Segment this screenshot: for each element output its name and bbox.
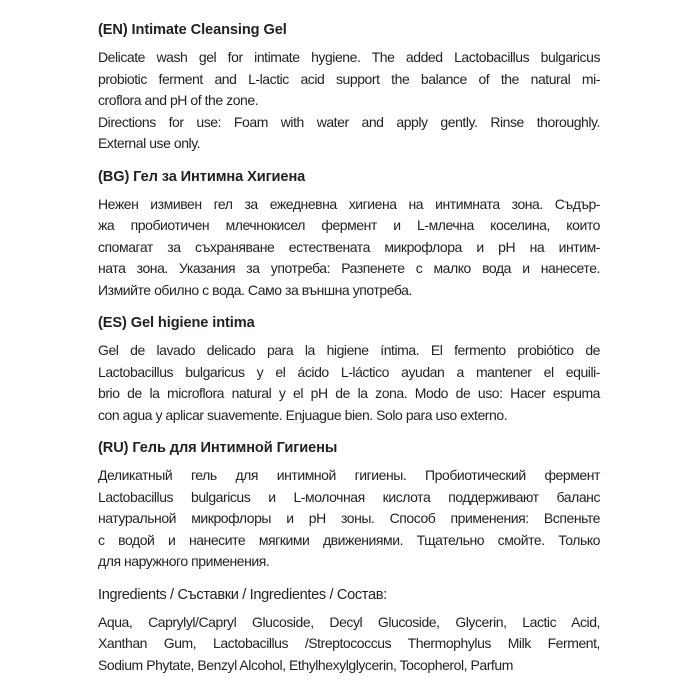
ingredients-heading: Ingredients / Съставки / Ingredientes / Состав: [98,586,387,603]
text-line: External use only. [98,135,201,151]
text-line: с водой и нанесите мягкими движениями. Тщательно смойте. Только [98,531,600,548]
text-line: brio de la microflora natural y el pH de la zona. Modo de uso: Hacer espuma [98,385,600,401]
section-es-heading: (ES) Gel higiene intima [98,315,255,331]
text-line: для наружного применения. [98,553,270,569]
section-en-description [98,47,600,112]
text-line: con agua y aplicar suavemente. Enjuague bien. Solo para uso externo. [98,406,508,423]
text-line: Lactobacillus bulgaricus y el ácido L-láctico ayudan a mantener el equili- [98,363,600,380]
text-line: Aqua, Caprylyl/Capryl Glucoside, Decyl Glucoside, Glycerin, Lactic Acid, [98,613,600,630]
text-line: ната зона. Указания за употреба: Разпенете с малко вода и нанесете. [98,260,600,276]
text-line: Lactobacillus bulgaricus и L-молочная кислота поддерживают баланс [98,488,600,505]
ingredients-list [98,612,600,677]
section-en-heading: (EN) Intimate Cleansing Gel [98,22,287,38]
text-line: croflora and pH of the zone. [98,92,259,108]
section-ru [98,438,600,573]
section-en [98,20,600,155]
text-line: Gel de lavado delicado para la higiene íntima. El fermento probiótico de [98,342,600,358]
section-es [98,313,600,426]
section-ru-heading: (RU) Гель для Интимной Гигиены [98,440,338,456]
text-line: probiotic ferment and L-lactic acid support the balance of the natural mi- [98,70,600,87]
section-bg-heading: (BG) Гел за Интимна Хигиена [98,168,306,185]
text-line: Sodium Phytate, Benzyl Alcohol, Ethylhexylglycerin, Tocopherol, Parfum [98,656,513,673]
text-line: Измийте обилно с вода. Само за външна употреба. [98,281,412,298]
text-line: Нежен измивен гел за ежедневна хигиена на интимната зона. Съдър- [98,195,600,212]
text-line: Directions for use: Foam with water and apply gently. Rinse thoroughly. [98,113,600,130]
text-line: натуральной микрофлоры и pH зоны. Способ применения: Вспеньте [98,510,600,526]
section-ingredients [98,585,600,677]
text-line: Delicate wash gel for intimate hygiene. The added Lactobacillus bulgaricus [98,49,600,65]
section-bg-description [98,194,600,302]
section-en-directions [98,112,600,155]
section-bg [98,167,600,302]
text-line: спомагат за съхраняване естествената микрофлора и pH на интим- [98,238,600,255]
section-es-description [98,340,600,426]
text-line: жа пробиотичен млечнокисел фермент и L-млечна коселина, които [98,217,600,233]
text-line: Деликатный гель для интимной гигиены. Пробиотический фермент [98,467,600,483]
text-line: Xanthan Gum, Lactobacillus /Streptococcus Thermophylus Milk Ferment, [98,635,600,651]
section-ru-description [98,465,600,573]
